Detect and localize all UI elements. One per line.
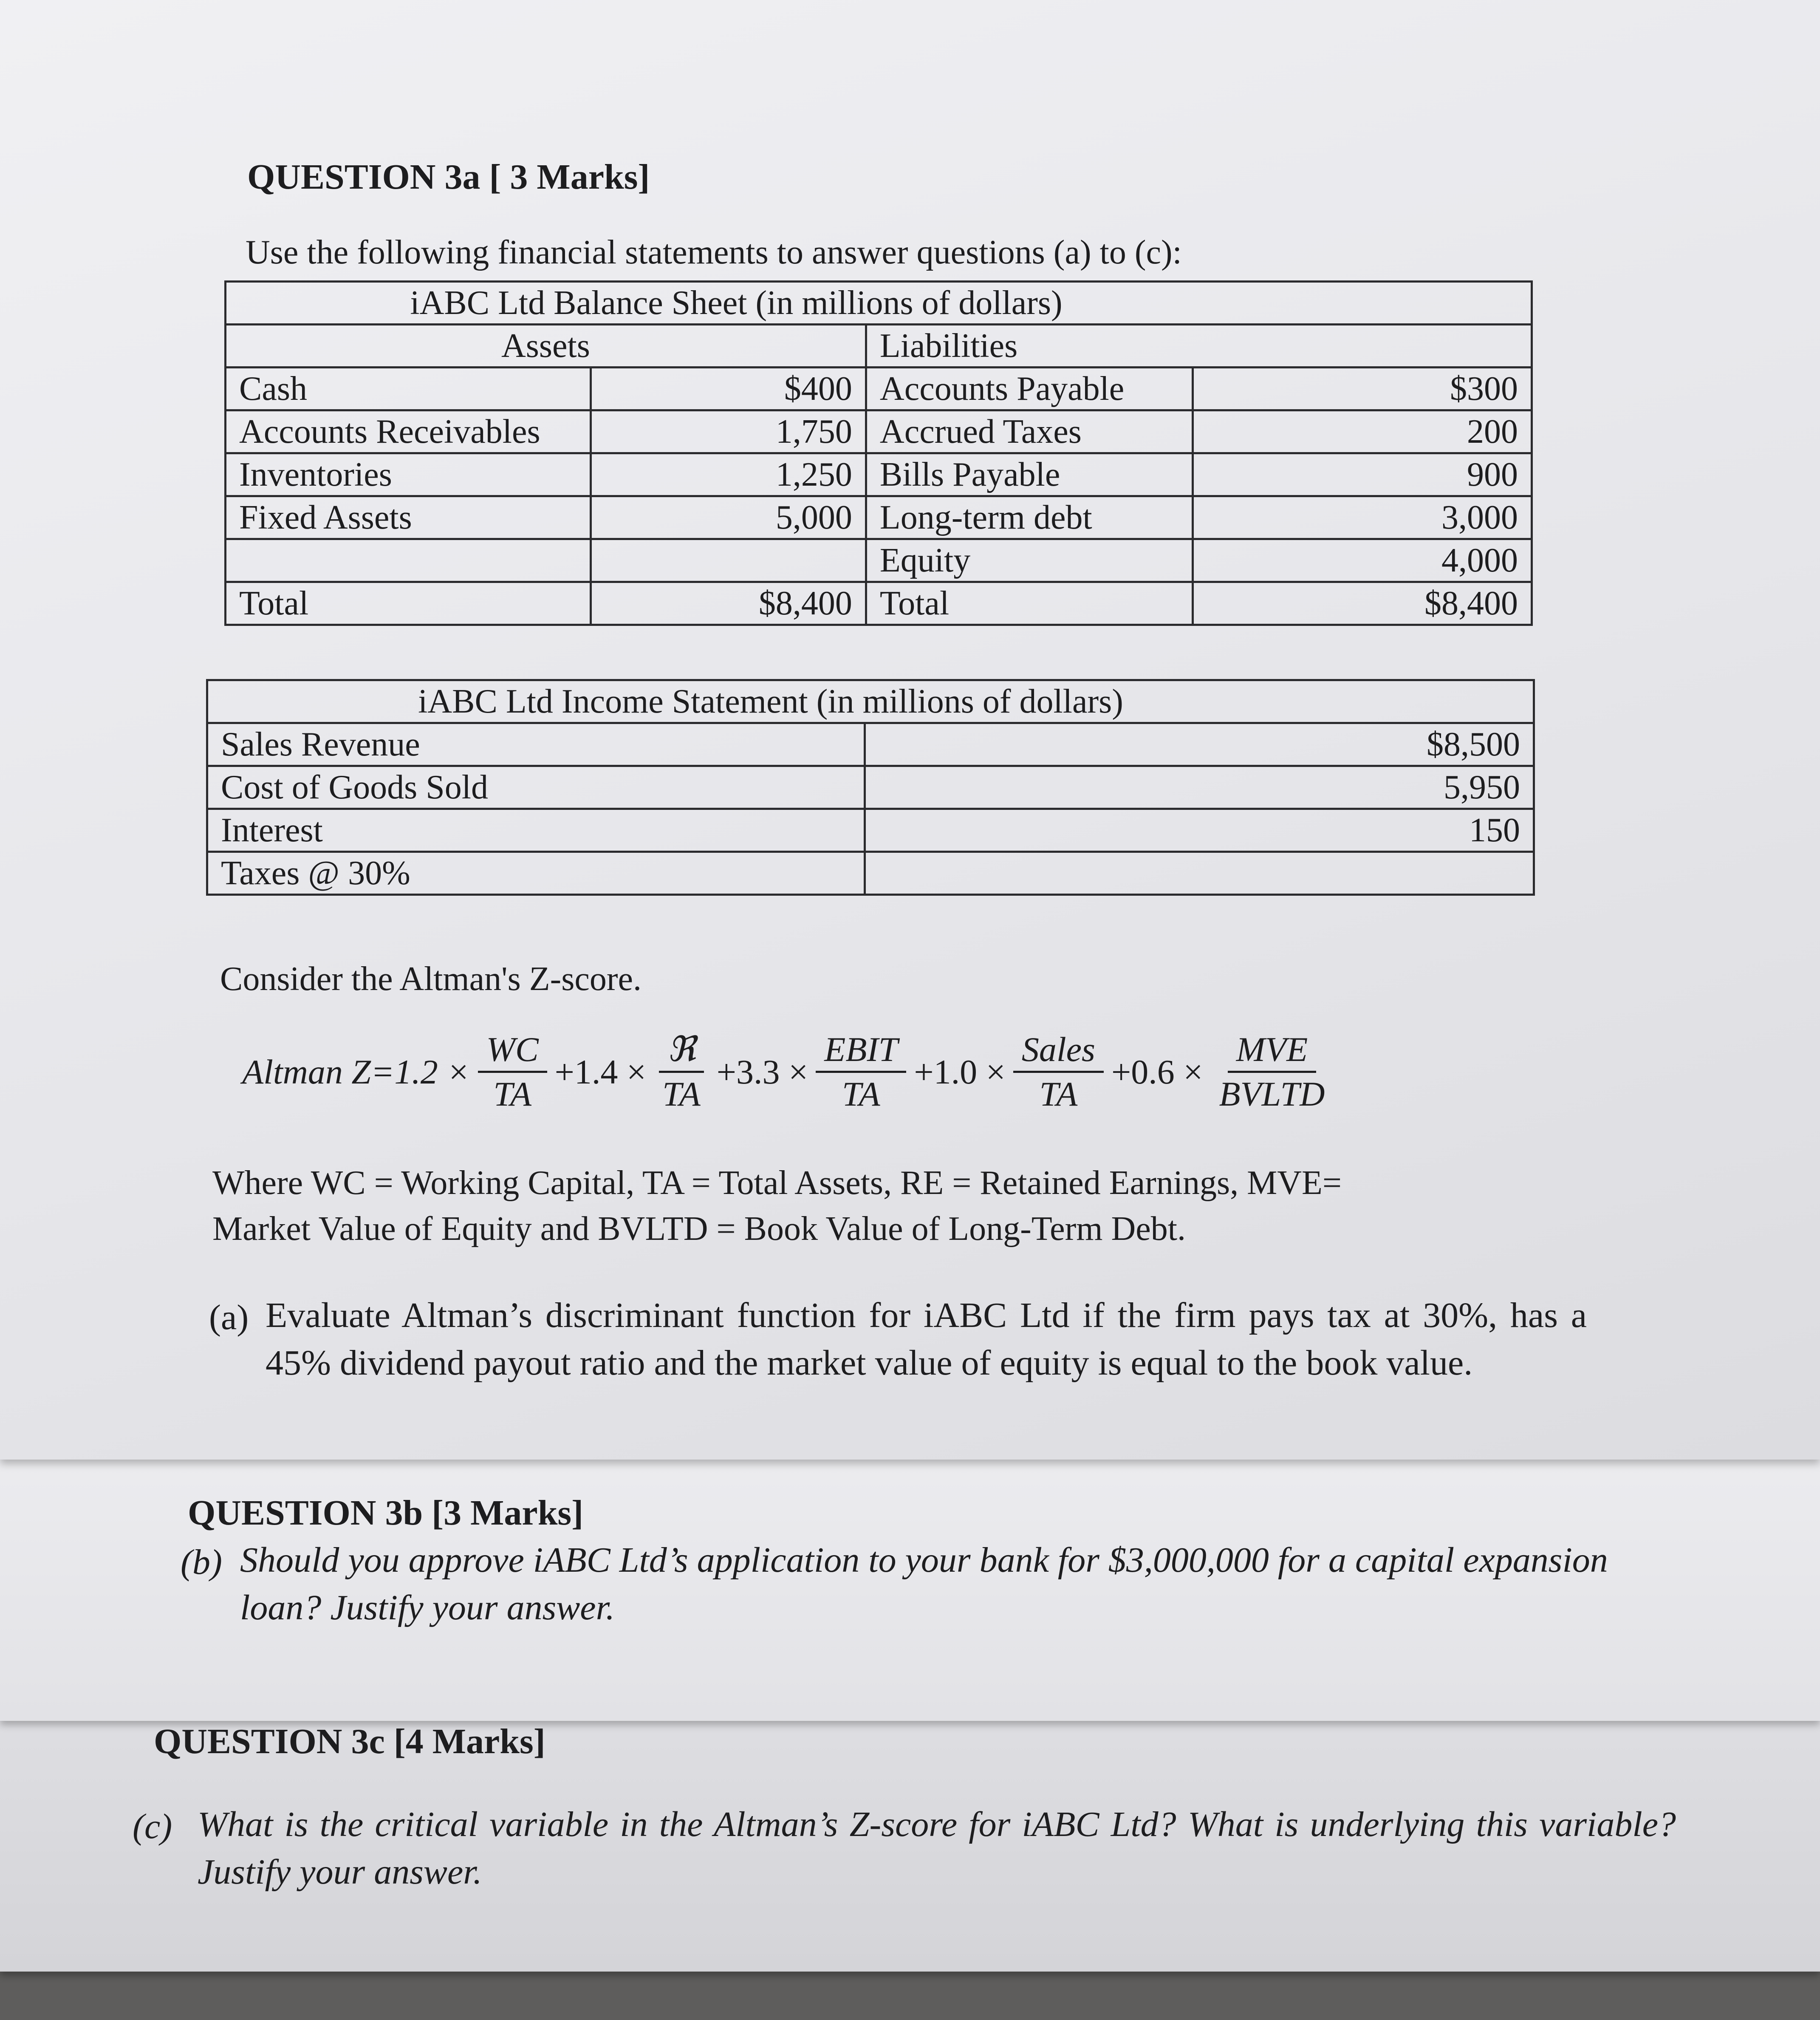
income-statement-title: iABC Ltd Income Statement (in millions of dollars) (207, 680, 1534, 723)
question-3c-heading: QUESTION 3c [4 Marks] (154, 1722, 545, 1761)
part-b-text: Should you approve iABC Ltd’s application to your bank for $3,000,000 for a capital expansion loan? Justify your answer. (240, 1540, 1608, 1627)
liability-label: Accrued Taxes (866, 410, 1193, 453)
asset-label: Accounts Receivables (226, 410, 591, 453)
table-row (226, 539, 1532, 582)
liability-value: 4,000 (1193, 539, 1532, 582)
income-label: Interest (207, 809, 865, 852)
table-row (207, 809, 1534, 852)
part-a-label: (a) (209, 1298, 249, 1337)
formula-coefficient: +1.4 × (554, 1052, 647, 1091)
income-label: Cost of Goods Sold (207, 766, 865, 809)
fraction-wc-ta (478, 1028, 547, 1115)
fraction-numerator: WC (478, 1028, 547, 1073)
fraction-denominator: BVLTD (1219, 1075, 1325, 1113)
fraction-denominator: TA (842, 1075, 880, 1113)
liability-value: $8,400 (1193, 582, 1532, 625)
fraction-denominator: TA (493, 1075, 531, 1113)
altman-z-formula (242, 1028, 1341, 1115)
formula-coefficient: +3.3 × (716, 1052, 808, 1091)
income-label: Taxes @ 30% (207, 852, 865, 895)
fraction-numerator: EBIT (816, 1028, 906, 1073)
formula-lhs: Altman Z=1.2 × (242, 1052, 470, 1091)
asset-value: 5,000 (591, 496, 866, 539)
table-row (226, 368, 1532, 410)
income-value (865, 852, 1534, 895)
income-statement-table (206, 679, 1535, 896)
asset-value: $400 (591, 368, 866, 410)
asset-label: Fixed Assets (226, 496, 591, 539)
income-value: 150 (865, 809, 1534, 852)
liability-label: Bills Payable (866, 453, 1193, 496)
fraction-numerator: Sales (1013, 1028, 1104, 1073)
liability-value: $300 (1193, 368, 1532, 410)
part-b-label: (b) (181, 1542, 222, 1582)
fraction-numerator: MVE (1228, 1028, 1316, 1073)
table-row (207, 723, 1534, 766)
question-3a-heading: QUESTION 3a [ 3 Marks] (247, 157, 650, 197)
balance-sheet-title: iABC Ltd Balance Sheet (in millions of dollars) (226, 282, 1532, 325)
fraction-ebit-ta (816, 1028, 906, 1115)
liability-label: Long-term debt (866, 496, 1193, 539)
fraction-mve-bvltd (1210, 1028, 1333, 1115)
zscore-intro: Consider the Altman's Z-score. (220, 960, 642, 998)
page-sheet-question-3c (0, 1712, 1820, 1972)
table-row (226, 410, 1532, 453)
liabilities-header: Liabilities (866, 325, 1532, 368)
liability-value: 3,000 (1193, 496, 1532, 539)
fraction-denominator: TA (662, 1075, 701, 1113)
income-label: Sales Revenue (207, 723, 865, 766)
part-c-label: (c) (133, 1807, 172, 1846)
asset-value (591, 539, 866, 582)
page-sheet-question-3b (0, 1449, 1820, 1721)
part-a-text: Evaluate Altman’s discriminant function for iABC Ltd if the firm pays tax at 30%, has a 45% dividend payout ratio and the market value of equity is equal to the book value. (266, 1296, 1587, 1383)
asset-value: $8,400 (591, 582, 866, 625)
income-value: $8,500 (865, 723, 1534, 766)
fraction-numerator: ℜ (659, 1028, 704, 1073)
question-3b-heading: QUESTION 3b [3 Marks] (188, 1493, 584, 1533)
asset-value: 1,250 (591, 453, 866, 496)
question-3a-intro: Use the following financial statements to answer questions (a) to (c): (246, 234, 1182, 271)
liability-value: 900 (1193, 453, 1532, 496)
table-row (207, 852, 1534, 895)
liability-value: 200 (1193, 410, 1532, 453)
formula-coefficient: +1.0 × (914, 1052, 1006, 1091)
asset-label: Total (226, 582, 591, 625)
zscore-definitions: Where WC = Working Capital, TA = Total Assets, RE = Retained Earnings, MVE= Market Value of Equity and BVLTD = Book Value of Long-Term Debt. (212, 1164, 1342, 1248)
asset-label (226, 539, 591, 582)
table-row (226, 496, 1532, 539)
table-row (226, 453, 1532, 496)
liability-label: Accounts Payable (866, 368, 1193, 410)
fraction-sales-ta (1013, 1028, 1104, 1115)
part-c-text: What is the critical variable in the Altman’s Z-score for iABC Ltd? What is underlying this variable? Justify your answer. (198, 1805, 1676, 1892)
liability-label: Equity (866, 539, 1193, 582)
table-row (207, 766, 1534, 809)
liability-label: Total (866, 582, 1193, 625)
income-value: 5,950 (865, 766, 1534, 809)
assets-header: Assets (226, 325, 866, 368)
table-row (226, 582, 1532, 625)
fraction-denominator: TA (1039, 1075, 1078, 1113)
asset-label: Cash (226, 368, 591, 410)
fraction-re-ta (654, 1028, 709, 1115)
formula-coefficient: +0.6 × (1111, 1052, 1203, 1091)
balance-sheet-table (224, 280, 1533, 626)
asset-value: 1,750 (591, 410, 866, 453)
asset-label: Inventories (226, 453, 591, 496)
